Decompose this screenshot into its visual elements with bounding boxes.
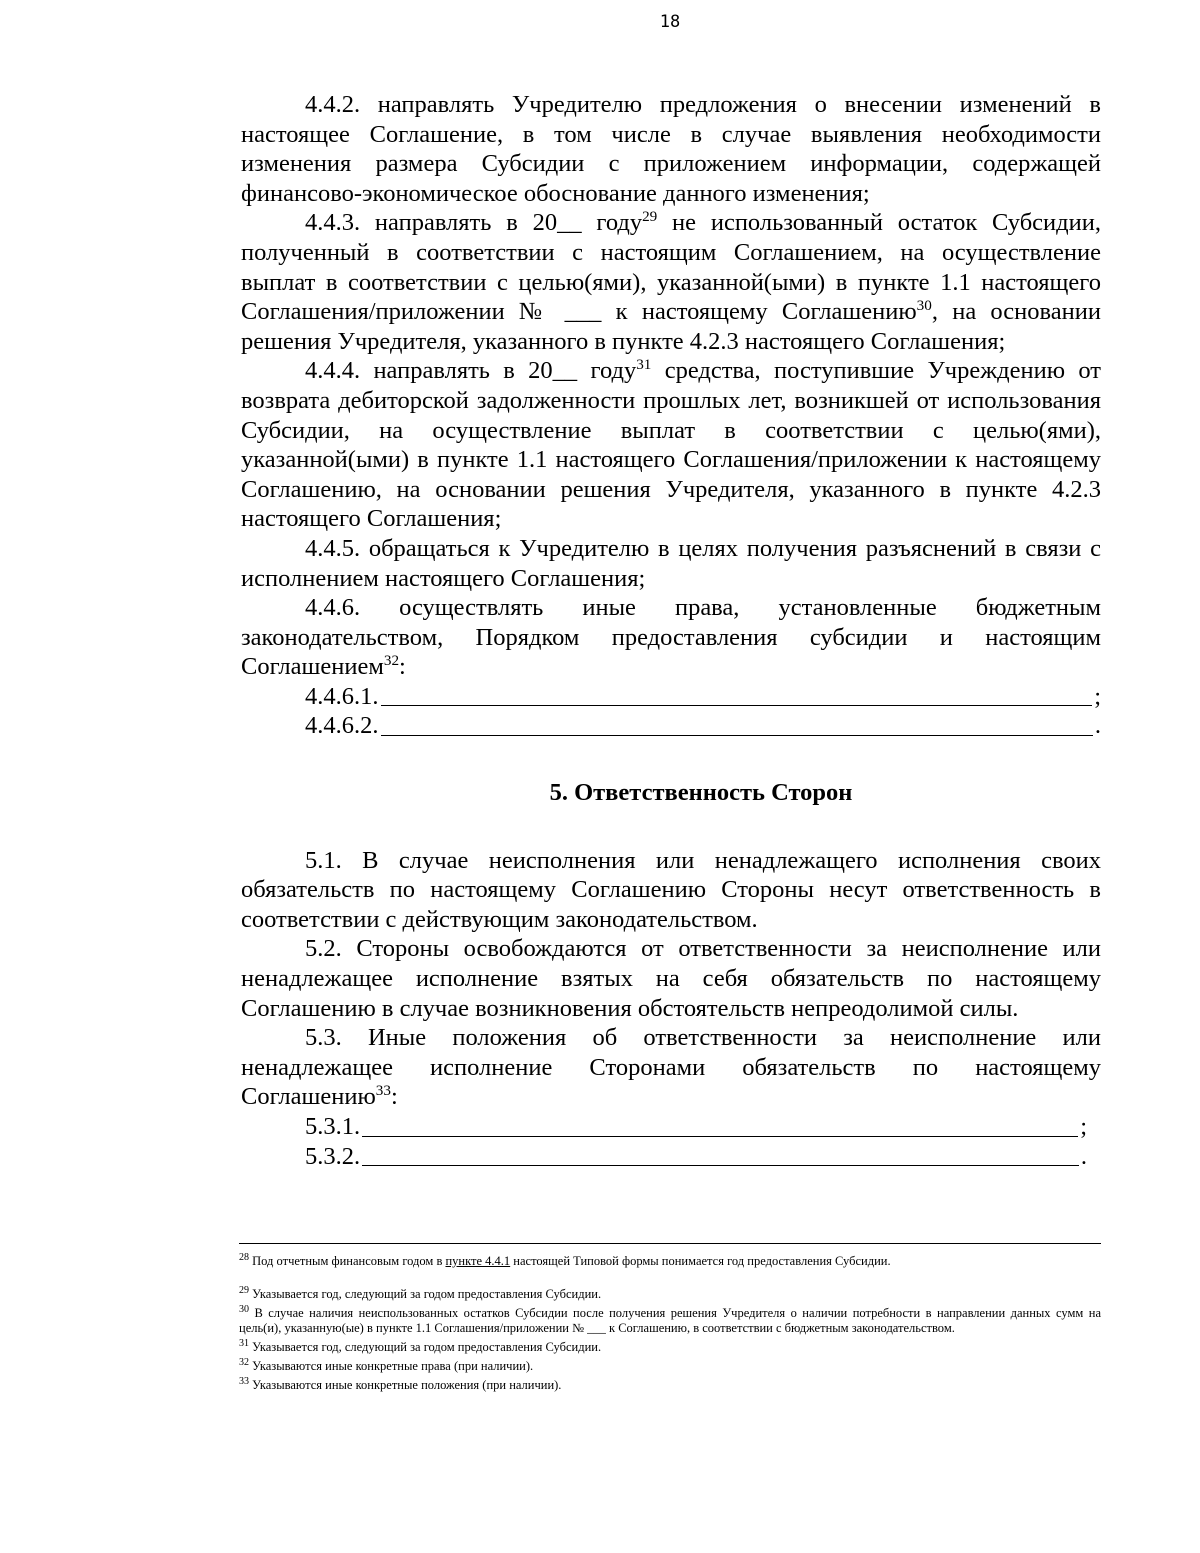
fill-line-end: .	[1080, 1142, 1087, 1170]
footnote-ref: 31	[636, 356, 652, 374]
paragraph-text: , на основании решения Учредителя, указанного в пункте 4.2.3 настоящего Соглашения;	[241, 298, 1101, 355]
footnote-ref: 30	[916, 297, 932, 314]
paragraph-text: 5.2. Стороны освобождаются от ответственности за неисполнение или ненадлежащее исполнение взятых на себя обязательств по настоящему Соглашению в случае возникновения обстоятельств непреодолимой силы.	[241, 935, 1101, 1022]
fill-line-5-3-2	[241, 1142, 1101, 1172]
fill-line-4-4-6-1	[241, 682, 1101, 712]
fill-line-label: 5.3.1.	[305, 1113, 361, 1140]
document-body	[241, 90, 1101, 1171]
fill-line-4-4-6-2	[241, 711, 1101, 741]
fill-line-label: 4.4.6.2.	[305, 712, 379, 740]
paragraph-text: 4.4.6. осуществлять иные права, установленные бюджетным законодательством, Порядком предоставления субсидии и настоящим Соглашением	[241, 594, 1101, 681]
blank-line	[381, 705, 1093, 706]
footnote-32	[239, 1356, 1101, 1374]
page-number: 18	[659, 12, 681, 32]
paragraph-4-4-4	[241, 356, 1101, 534]
paragraph-4-4-6	[241, 593, 1101, 682]
footnote-link[interactable]: пункте 4.4.1	[445, 1254, 511, 1268]
paragraph-text: :	[390, 1083, 398, 1111]
footnote-ref: 32	[383, 652, 400, 670]
footnote-number: 30	[239, 1303, 249, 1315]
paragraph-4-4-3	[241, 208, 1101, 356]
blank-line	[381, 735, 1093, 736]
paragraph-text: 5.3. Иные положения об ответственности за неисполнение или ненадлежащее исполнение Сторонами обязательств по настоящему Соглашению	[241, 1024, 1101, 1111]
footnote-30	[239, 1303, 1101, 1336]
fill-line-label: 4.4.6.1.	[305, 682, 379, 710]
footnote-text: Указывается год, следующий за годом предоставления Субсидии.	[252, 1340, 602, 1354]
paragraph-text: 4.4.4. направлять в 20__ году	[305, 357, 637, 385]
fill-line-end: ;	[1080, 1113, 1087, 1140]
footnote-text: Указываются иные конкретные положения (при наличии).	[252, 1378, 562, 1392]
footnote-number: 32	[239, 1356, 249, 1368]
footnote-28	[239, 1251, 1101, 1269]
paragraph-5-1	[241, 846, 1101, 935]
footnote-number: 31	[239, 1337, 249, 1349]
footnote-number: 29	[239, 1284, 249, 1296]
footnote-text: Указывается год, следующий за годом предоставления Субсидии.	[252, 1287, 602, 1301]
paragraph-5-3	[241, 1023, 1101, 1112]
blank-line	[362, 1136, 1078, 1137]
paragraph-text: средства, поступившие Учреждению от возврата дебиторской задолженности прошлых лет, возникшей от использования Субсидии, на осуществление выплат в соответствии с целью(ями), указанной(ыми) в пункте 1.1 настоящего Соглашения/приложении к настоящему Соглашению, на основании решения Учредителя, указанного в пункте 4.2.3 настоящего Соглашения;	[241, 357, 1101, 533]
footnote-text: Под отчетным финансовым годом в	[252, 1254, 446, 1268]
paragraph-text: 4.4.2. направлять Учредителю предложения о внесении изменений в настоящее Соглашение, в том числе в случае выявления необходимости изменения размера Субсидии с приложением информации, содержащей финансово-экономическое обоснование данного изменения;	[241, 91, 1101, 207]
footnote-number: 33	[239, 1375, 249, 1387]
paragraph-text: :	[399, 653, 406, 681]
section-title: 5. Ответственность Сторон	[549, 779, 853, 807]
footnote-ref: 33	[375, 1082, 391, 1100]
fill-line-end: .	[1094, 712, 1101, 740]
footnote-text: настоящей Типовой формы понимается год предоставления Субсидии.	[510, 1254, 891, 1268]
paragraph-4-4-5	[241, 534, 1101, 593]
footnote-text: Указываются иные конкретные права (при наличии).	[252, 1359, 534, 1373]
fill-line-label: 5.3.2.	[305, 1142, 361, 1170]
fill-line-5-3-1	[241, 1112, 1101, 1142]
footnote-divider	[239, 1243, 1101, 1244]
footnote-29	[239, 1284, 1101, 1302]
footnotes	[239, 1243, 1101, 1393]
paragraph-text: 4.4.5. обращаться к Учредителю в целях получения разъяснений в связи с исполнением настоящего Соглашения;	[241, 534, 1101, 592]
footnote-text: В случае наличия неиспользованных остатков Субсидии после получения решения Учредителя о наличии потребности в направлении данных сумм на цель(и), указанную(ые) в пункте 1.1 Соглашения/приложении № ___ к Соглашению, в соответствии с бюджетным законодательством.	[239, 1306, 1101, 1335]
footnote-ref: 29	[642, 208, 658, 226]
fill-line-end: ;	[1094, 682, 1101, 710]
paragraph-text: 5.1. В случае неисполнения или ненадлежащего исполнения своих обязательств по настоящему Соглашению Стороны несут ответственность в соответствии с действующим законодательством.	[241, 846, 1101, 933]
paragraph-4-4-2	[241, 90, 1101, 208]
footnote-number: 28	[239, 1251, 249, 1263]
footnote-33	[239, 1375, 1101, 1393]
paragraph-5-2	[241, 934, 1101, 1023]
paragraph-text: 4.4.3. направлять в 20__ году	[305, 209, 643, 237]
footnote-31	[239, 1337, 1101, 1355]
paragraph-text: не использованный остаток Субсидии, полученный в соответствии с настоящим Соглашением, на осуществление выплат в соответствии с целью(ями), указанной(ыми) в пункте 1.1 настоящего Соглашения/приложении № ___ к настоящему Соглашению	[241, 209, 1101, 326]
blank-line	[362, 1165, 1079, 1166]
